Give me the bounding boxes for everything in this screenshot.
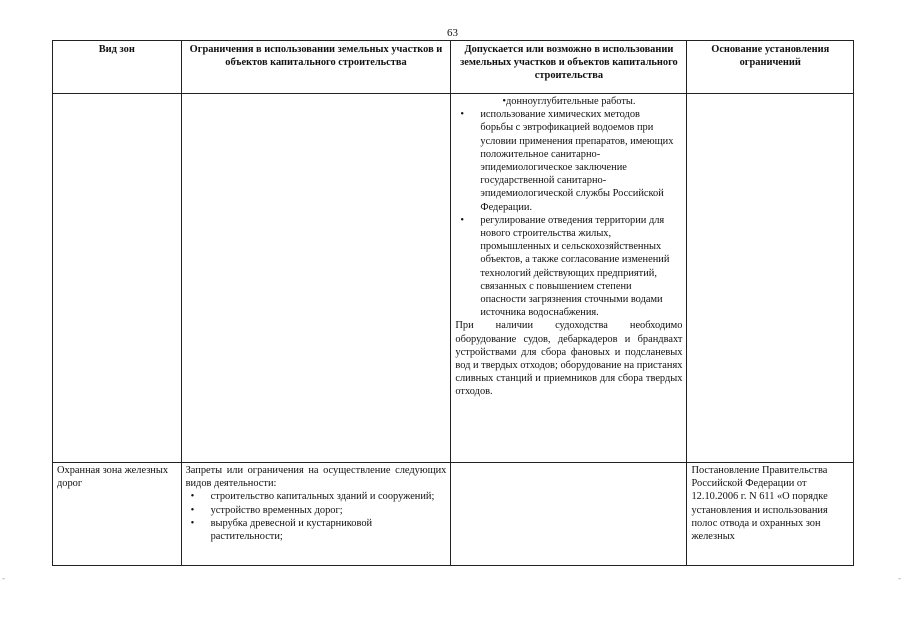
cell-restrictions bbox=[181, 463, 451, 566]
list-item: • вырубка древесной и кустарниковой растительности; bbox=[186, 517, 447, 543]
allowed-first-line: •донноуглубительные работы. bbox=[502, 96, 636, 107]
list-item: • использование химических методов борьбы с эвтрофикацией водоемов при условии применения препаратов, имеющих положительное санитарно-эпидемиологическое заключение государственной санитарно-эпидемиологической службы Российской Федерации. bbox=[455, 108, 682, 214]
header-zone-type: Вид зон bbox=[53, 41, 182, 94]
zones-table bbox=[52, 40, 854, 566]
allowed-list bbox=[455, 108, 682, 319]
list-item: • регулирование отведения территории для нового строительства жилых, промышленных и сельскохозяйственных объектов, а также согласование изменений технологий действующих предприятий, связанных с повышением степени опасности загрязнения сточными водами источника водоснабжения. bbox=[455, 214, 682, 320]
header-restrictions: Ограничения в использовании земельных участков и объектов капитального строительства bbox=[181, 41, 451, 94]
cell-basis: Постановление Правительства Российской Федерации от 12.10.2006 г. N 611 «О порядке установления и использования полос отвода и охранных зон железных bbox=[687, 463, 854, 566]
cell-allowed bbox=[451, 94, 687, 463]
header-basis: Основание установления ограничений bbox=[687, 41, 854, 94]
allowed-paragraph: При наличии судоходства необходимо оборудование судов, дебаркадеров и брандвахт устройствами для сбора фановых и подсланевых вод и твердых отходов; оборудование на пристанях сливных станций и приемников для сбора твердых отходов. bbox=[455, 320, 683, 398]
table-row bbox=[53, 94, 854, 463]
scan-mark-right: - bbox=[898, 573, 901, 583]
restrictions-intro: Запреты или ограничения на осуществление следующих видов деятельности: bbox=[185, 465, 447, 490]
table-header-row bbox=[53, 41, 854, 94]
restrictions-list bbox=[186, 490, 447, 543]
cell-allowed bbox=[451, 463, 687, 566]
list-item: • строительство капитальных зданий и сооружений; bbox=[186, 490, 447, 503]
cell-zone: Охранная зона железных дорог bbox=[53, 463, 182, 566]
table-row bbox=[53, 463, 854, 566]
cell-restrictions bbox=[181, 94, 451, 463]
header-allowed-uses: Допускается или возможно в использовании земельных участков и объектов капитального строительства bbox=[451, 41, 687, 94]
page-number: 63 bbox=[447, 27, 458, 39]
scan-mark-left: - bbox=[2, 573, 5, 583]
list-item: • устройство временных дорог; bbox=[186, 504, 447, 517]
cell-zone bbox=[53, 94, 182, 463]
cell-basis bbox=[687, 94, 854, 463]
